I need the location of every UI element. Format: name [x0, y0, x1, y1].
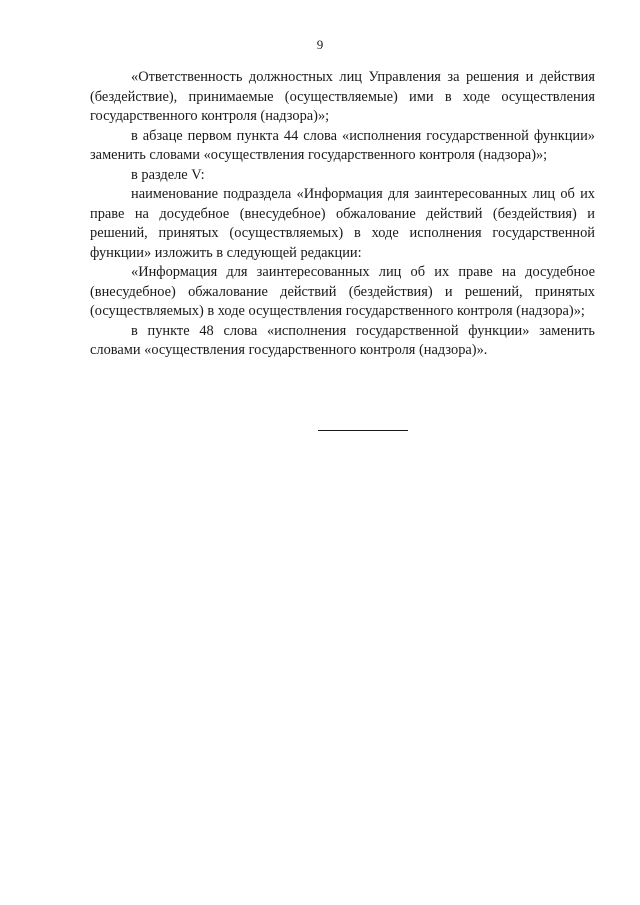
paragraph: в разделе V:: [131, 166, 205, 183]
paragraph: «Информация для заинтересованных лиц об их праве на досудебное (внесудебное) обжалование действий (бездействия) и решений, принятых (осуществляемых) в ходе осуществления государственного контроля (надзора)»;: [90, 264, 595, 319]
paragraph: наименование подраздела «Информация для заинтересованных лиц об их праве на досудебное (внесудебное) обжалование действий (бездействия) и решений, принятых (осуществляемых) в ходе исполнения государственной функции» изложить в следующей редакции:: [90, 186, 595, 261]
closing-rule: [318, 430, 408, 431]
document-body: [90, 68, 595, 361]
paragraph: в абзаце первом пункта 44 слова «исполнения государственной функции» заменить словами «осуществления государственного контроля (надзора)»;: [90, 127, 595, 163]
page-number: 9: [316, 37, 324, 52]
paragraph: «Ответственность должностных лиц Управления за решения и действия (бездействие), принимаемые (осуществляемые) ими в ходе осуществления государственного контроля (надзора)»;: [90, 69, 595, 124]
paragraph: в пункте 48 слова «исполнения государственной функции» заменить словами «осуществления государственного контроля (надзора)».: [90, 322, 595, 358]
